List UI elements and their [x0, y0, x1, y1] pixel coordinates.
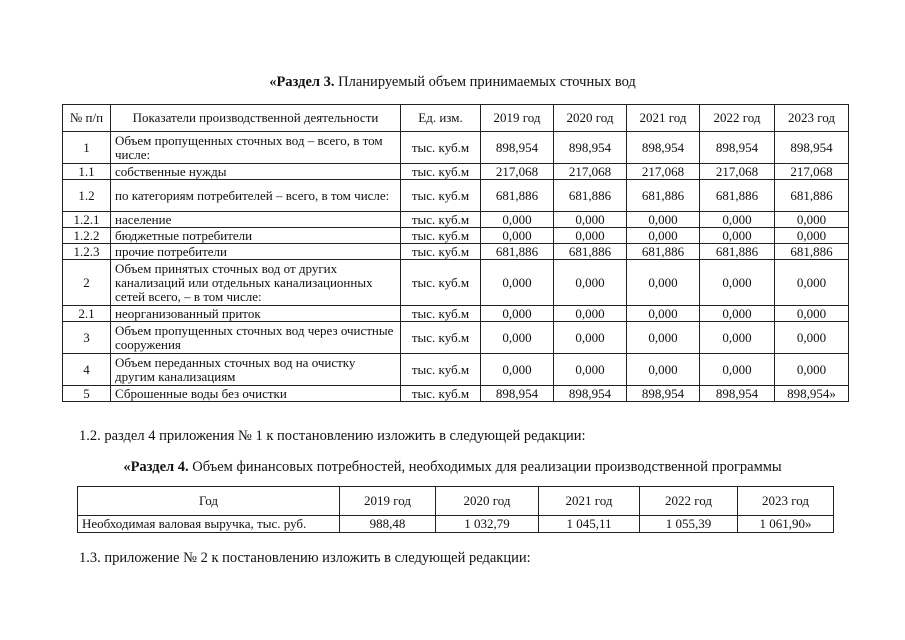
cell-value: 1 045,11	[539, 516, 640, 533]
cell-value: 898,954	[700, 132, 775, 164]
section4-title-rest: Объем финансовых потребностей, необходимых для реализации производственной программы	[188, 459, 782, 475]
row-number: 1	[63, 132, 111, 164]
table-row	[63, 228, 849, 244]
section3-title	[0, 74, 905, 91]
row-name: население	[111, 212, 401, 228]
table-row	[63, 386, 849, 402]
cell-value: 681,886	[700, 244, 775, 260]
financial-needs-table	[77, 486, 834, 533]
cell-value: 898,954	[775, 132, 849, 164]
row-unit: тыс. куб.м	[401, 132, 481, 164]
row-number: 2	[63, 260, 111, 306]
cell-value: 0,000	[627, 260, 700, 306]
cell-value: 898,954	[554, 386, 627, 402]
cell-value: 898,954	[481, 386, 554, 402]
col-header: 2021 год	[627, 105, 700, 132]
row-unit: тыс. куб.м	[401, 212, 481, 228]
row-number: 1.2	[63, 180, 111, 212]
row-number: 5	[63, 386, 111, 402]
row-name: Необходимая валовая выручка, тыс. руб.	[78, 516, 340, 533]
cell-value: 0,000	[554, 228, 627, 244]
cell-value: 0,000	[775, 228, 849, 244]
row-unit: тыс. куб.м	[401, 164, 481, 180]
cell-value: 0,000	[481, 354, 554, 386]
cell-value: 681,886	[554, 180, 627, 212]
table-row	[63, 306, 849, 322]
cell-value: 0,000	[775, 212, 849, 228]
row-name: Сброшенные воды без очистки	[111, 386, 401, 402]
row-name: по категориям потребителей – всего, в том числе:	[111, 180, 401, 212]
section3-title-bold: «Раздел 3.	[269, 74, 335, 90]
cell-value: 681,886	[700, 180, 775, 212]
cell-value: 1 032,79	[436, 516, 539, 533]
cell-value: 681,886	[775, 244, 849, 260]
col-header: 2021 год	[539, 487, 640, 516]
cell-value: 0,000	[627, 354, 700, 386]
row-name: Объем переданных сточных вод на очистку другим канализациям	[111, 354, 401, 386]
col-header: Показатели производственной деятельности	[111, 105, 401, 132]
row-name: бюджетные потребители	[111, 228, 401, 244]
cell-value: 0,000	[554, 306, 627, 322]
cell-value: 217,068	[627, 164, 700, 180]
paragraph-1-2: 1.2. раздел 4 приложения № 1 к постановлению изложить в следующей редакции:	[79, 428, 586, 444]
cell-value: 681,886	[481, 244, 554, 260]
cell-value: 0,000	[627, 322, 700, 354]
row-number: 3	[63, 322, 111, 354]
col-header: 2023 год	[738, 487, 834, 516]
cell-value: 217,068	[554, 164, 627, 180]
cell-value: 1 061,90»	[738, 516, 834, 533]
row-name: прочие потребители	[111, 244, 401, 260]
cell-value: 0,000	[775, 322, 849, 354]
cell-value: 0,000	[775, 306, 849, 322]
section3-title-rest: Планируемый объем принимаемых сточных вод	[334, 74, 636, 90]
row-number: 1.1	[63, 164, 111, 180]
cell-value: 0,000	[700, 212, 775, 228]
cell-value: 0,000	[627, 212, 700, 228]
col-header: 2022 год	[700, 105, 775, 132]
cell-value: 898,954	[481, 132, 554, 164]
cell-value: 0,000	[481, 212, 554, 228]
table-row	[78, 516, 834, 533]
cell-value: 0,000	[700, 354, 775, 386]
col-header: 2023 год	[775, 105, 849, 132]
cell-value: 0,000	[700, 306, 775, 322]
col-header: № п/п	[63, 105, 111, 132]
row-unit: тыс. куб.м	[401, 180, 481, 212]
row-number: 1.2.2	[63, 228, 111, 244]
col-header: 2020 год	[436, 487, 539, 516]
row-name: Объем пропущенных сточных вод – всего, в том числе:	[111, 132, 401, 164]
row-number: 2.1	[63, 306, 111, 322]
col-header: 2022 год	[640, 487, 738, 516]
table-row	[63, 212, 849, 228]
row-unit: тыс. куб.м	[401, 354, 481, 386]
table-row	[63, 180, 849, 212]
row-unit: тыс. куб.м	[401, 322, 481, 354]
cell-value: 1 055,39	[640, 516, 738, 533]
section4-title-bold: «Раздел 4.	[123, 459, 189, 475]
row-unit: тыс. куб.м	[401, 260, 481, 306]
cell-value: 0,000	[481, 322, 554, 354]
production-indicators-table	[62, 104, 849, 402]
cell-value: 217,068	[481, 164, 554, 180]
cell-value: 898,954	[554, 132, 627, 164]
cell-value: 898,954	[627, 132, 700, 164]
cell-value: 681,886	[554, 244, 627, 260]
row-number: 1.2.3	[63, 244, 111, 260]
cell-value: 0,000	[700, 260, 775, 306]
table-header-row	[63, 105, 849, 132]
cell-value: 898,954	[627, 386, 700, 402]
row-number: 4	[63, 354, 111, 386]
cell-value: 217,068	[700, 164, 775, 180]
cell-value: 0,000	[481, 260, 554, 306]
table-header-row	[78, 487, 834, 516]
row-unit: тыс. куб.м	[401, 306, 481, 322]
cell-value: 681,886	[627, 244, 700, 260]
cell-value: 681,886	[481, 180, 554, 212]
cell-value: 0,000	[775, 260, 849, 306]
table-row	[63, 260, 849, 306]
col-header: Год	[78, 487, 340, 516]
table-row	[63, 132, 849, 164]
section4-title	[0, 459, 905, 476]
col-header: Ед. изм.	[401, 105, 481, 132]
cell-value: 681,886	[627, 180, 700, 212]
cell-value: 988,48	[340, 516, 436, 533]
row-unit: тыс. куб.м	[401, 244, 481, 260]
row-name: Объем принятых сточных вод от других канализаций или отдельных канализационных сетей всего, – в том числе:	[111, 260, 401, 306]
cell-value: 681,886	[775, 180, 849, 212]
col-header: 2019 год	[481, 105, 554, 132]
cell-value: 0,000	[481, 306, 554, 322]
cell-value: 0,000	[700, 322, 775, 354]
cell-value: 0,000	[554, 354, 627, 386]
cell-value: 0,000	[554, 260, 627, 306]
row-unit: тыс. куб.м	[401, 228, 481, 244]
row-name: собственные нужды	[111, 164, 401, 180]
cell-value: 0,000	[775, 354, 849, 386]
cell-value: 0,000	[481, 228, 554, 244]
table-row	[63, 164, 849, 180]
cell-value: 0,000	[700, 228, 775, 244]
row-name: Объем пропущенных сточных вод через очистные сооружения	[111, 322, 401, 354]
table-row	[63, 354, 849, 386]
cell-value: 0,000	[627, 306, 700, 322]
cell-value: 217,068	[775, 164, 849, 180]
row-name: неорганизованный приток	[111, 306, 401, 322]
table-row	[63, 244, 849, 260]
cell-value: 0,000	[627, 228, 700, 244]
cell-value: 0,000	[554, 212, 627, 228]
cell-value: 898,954	[700, 386, 775, 402]
paragraph-1-3: 1.3. приложение № 2 к постановлению изложить в следующей редакции:	[79, 550, 531, 566]
row-number: 1.2.1	[63, 212, 111, 228]
cell-value: 898,954»	[775, 386, 849, 402]
col-header: 2020 год	[554, 105, 627, 132]
cell-value: 0,000	[554, 322, 627, 354]
row-unit: тыс. куб.м	[401, 386, 481, 402]
table-row	[63, 322, 849, 354]
col-header: 2019 год	[340, 487, 436, 516]
